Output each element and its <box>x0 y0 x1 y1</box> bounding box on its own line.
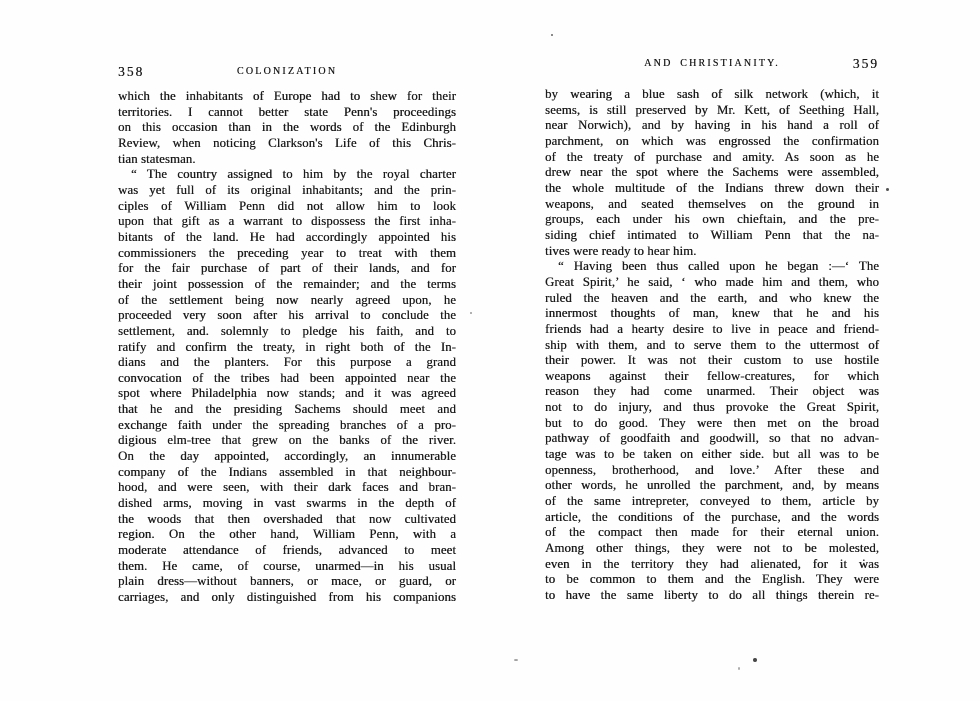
text-line: settlement, and. solemnly to pledge his faith, and to <box>118 323 456 338</box>
text-line: was yet full of its original inhabitants; and the prin- <box>118 182 456 197</box>
text-line: on this occasion than in the words of the Edinburgh <box>118 120 456 135</box>
text-line: tian statesman. <box>118 151 196 166</box>
left-page-number: 358 <box>118 64 145 79</box>
text-line: Great Spirit,’ he said, ‘ who made him and them, who <box>545 274 879 289</box>
text-line: by wearing a blue sash of silk network (which, it <box>545 87 879 101</box>
text-line: their power. It was not their custom to use hostile <box>545 353 879 368</box>
text-line: tage was to be taken on either side. but all was to be <box>545 447 879 462</box>
text-line: innermost thoughts of man, knew that he and his <box>545 306 879 321</box>
right-page-header <box>545 56 879 76</box>
text-line: groups, each under his own chieftain, and the pre- <box>545 212 879 227</box>
text-line: hood, and were seen, with their dark faces and bran- <box>118 480 456 495</box>
text-line: near Norwich), and by having in his hand a roll of <box>545 118 879 133</box>
text-line: convocation of the tribes had been appointed near the <box>118 370 456 385</box>
scan-speck <box>470 312 472 314</box>
text-line: parchment, on which was engrossed the confirmation <box>545 133 879 148</box>
text-line: spot where Philadelphia now stands; and it was agreed <box>118 386 456 401</box>
text-line: weapons, and seated themselves on the ground in <box>545 196 879 211</box>
text-line: reason they had come unarmed. Their object was <box>545 384 879 399</box>
text-line: proceeded very soon after his arrival to conclude the <box>118 308 456 323</box>
text-line: weapons against their fellow-creatures, for which <box>545 368 879 383</box>
text-line: Among other things, they were not to be molested, <box>545 541 879 556</box>
text-line: which the inhabitants of Europe had to shew for their <box>118 89 456 103</box>
text-line: to be common to them and the English. They were <box>545 572 879 587</box>
text-line: digious elm-tree that grew on the banks of the river. <box>118 433 456 448</box>
text-line: tives were ready to hear him. <box>545 243 697 258</box>
text-line: the whole multitude of the Indians threw down their <box>545 180 879 195</box>
text-line: region. On the other hand, William Penn, with a <box>118 527 456 542</box>
left-page-header <box>118 64 456 84</box>
text-line: them. He came, of course, unarmed—in his usual <box>118 558 456 573</box>
text-line: dians and the planters. For this purpose a grand <box>118 355 456 370</box>
text-line: of the same intrepreter, conveyed to them, article by <box>545 494 879 509</box>
right-running-title: AND CHRISTIANITY. <box>644 58 780 69</box>
text-line: that he and the presiding Sachems should meet and <box>118 402 456 417</box>
text-line: but to do good. They were then met on the broad <box>545 415 879 430</box>
text-line: upon that gift as a warrant to dispossess the first inha- <box>118 214 456 229</box>
text-line: territories. I cannot better state Penn's proceedings <box>118 104 456 119</box>
scan-speck <box>738 667 740 670</box>
text-line: drew near the spot where the Sachems were assembled, <box>545 165 879 180</box>
text-line: of the settlement being now nearly agreed upon, he <box>118 292 456 307</box>
text-line: the woods that then overshaded that now cultivated <box>118 511 456 526</box>
text-line: for the fair purchase of part of their lands, and for <box>118 261 456 276</box>
text-line: of the compact then made for their eternal union. <box>545 525 879 540</box>
text-line: plain dress—without banners, or mace, or guard, or <box>118 574 456 589</box>
text-line: “ The country assigned to him by the royal charter <box>131 167 456 182</box>
text-line: even in the territory they had alienated, for it ẇas <box>545 556 879 571</box>
text-line: carriages, and only distinguished from his companions <box>118 590 456 604</box>
text-line: Review, when noticing Clarkson's Life of this Chris- <box>118 135 456 150</box>
right-page <box>545 0 879 701</box>
text-line: other words, he unrolled the parchment, and, by means <box>545 478 879 493</box>
text-line: openness, brotherhood, and love.’ After these and <box>545 462 879 477</box>
text-line: siding chief intimated to William Penn that the na- <box>545 227 879 242</box>
text-line: “ Having been thus called upon he began :—‘ The <box>558 259 879 274</box>
text-line: On the day appointed, accordingly, an innumerable <box>118 449 456 464</box>
text-line: to have the same liberty to do all things therein re- <box>545 588 879 602</box>
text-line: company of the Indians assembled in that neighbour- <box>118 464 456 479</box>
text-line: of the treaty of purchase and amity. As soon as he <box>545 149 879 164</box>
text-line: article, the conditions of the purchase, and the words <box>545 509 879 524</box>
text-line: commissioners the preceding year to treat with them <box>118 245 456 260</box>
right-page-text <box>545 87 879 604</box>
scan-speck <box>551 34 553 36</box>
scan-speck <box>753 658 757 662</box>
scan-speck <box>886 188 889 191</box>
text-line: ship with them, and to serve them to the uttermost of <box>545 337 879 352</box>
left-running-title: COLONIZATION <box>236 66 338 77</box>
text-line: pathway of goodfaith and goodwill, so that no advan- <box>545 431 879 446</box>
scan-speck <box>514 659 518 661</box>
text-line: ratify and confirm the treaty, in right both of the In- <box>118 339 456 354</box>
text-line: their joint possession of the remainder; and the terms <box>118 276 456 291</box>
text-line: not to do injury, and thus provoke the Great Spirit, <box>545 400 879 415</box>
text-line: ciples of William Penn did not allow him to look <box>118 198 456 213</box>
text-line: friends had a hearty desire to live in peace and friend- <box>545 321 879 336</box>
text-line: moderate attendance of friends, advanced to meet <box>118 543 456 558</box>
text-line: bitants of the land. He had accordingly appointed his <box>118 229 456 244</box>
text-line: dished arms, moving in vast swarms in the depth of <box>118 496 456 511</box>
right-page-number: 359 <box>852 56 879 71</box>
left-page <box>118 0 456 701</box>
text-line: exchange faith under the spreading branches of a pro- <box>118 417 456 432</box>
text-line: ruled the heaven and the earth, and who knew the <box>545 290 879 305</box>
text-line: seems, is still preserved by Mr. Kett, of Seething Hall, <box>545 102 879 117</box>
left-page-text <box>118 89 456 606</box>
